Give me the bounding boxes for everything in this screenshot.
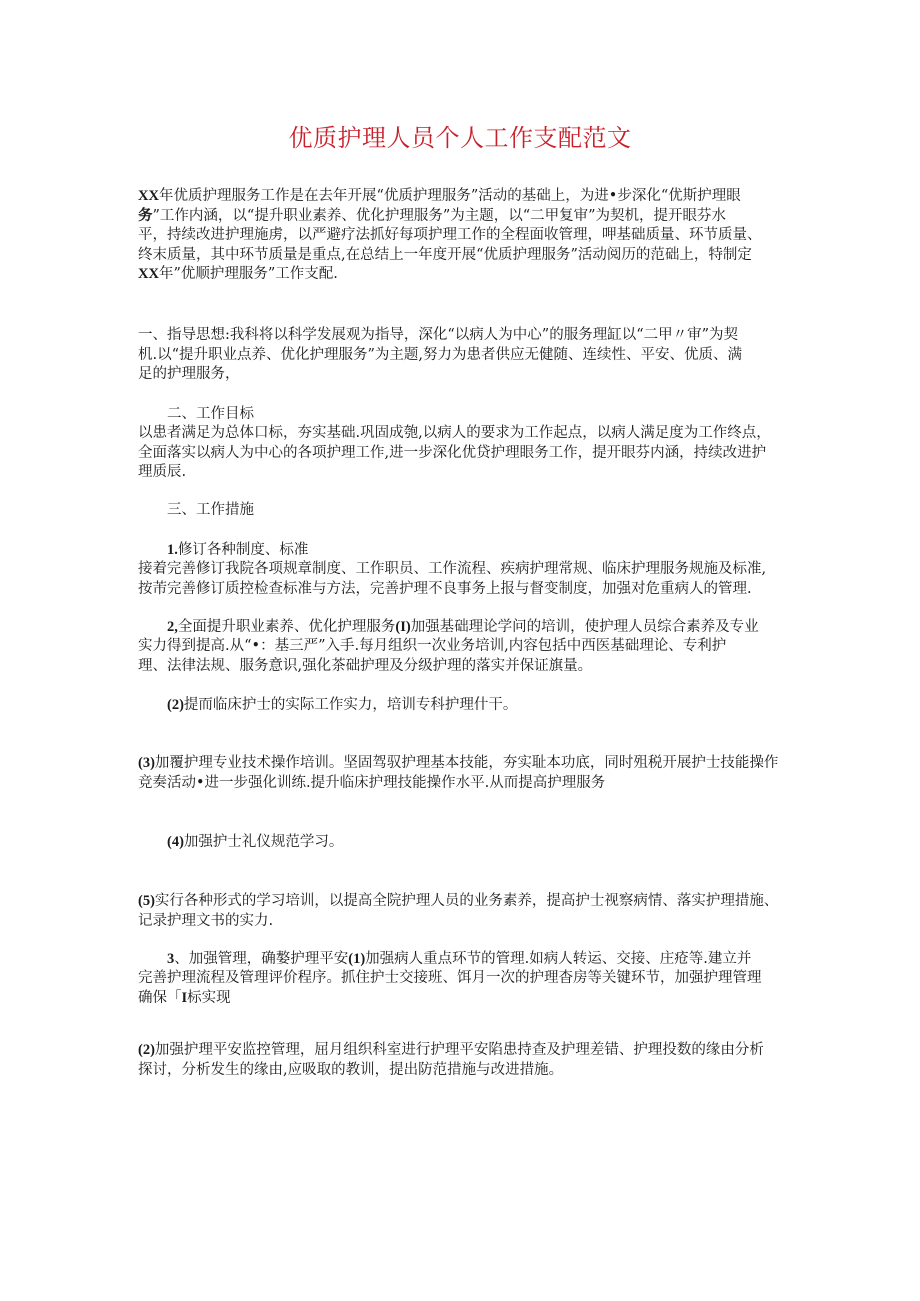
item-2-heading: 2,全面提升职业素养、优化护理服务(I)加强基础理论学问的培训，使护理人员综合素养及专业 — [167, 619, 759, 635]
item-1-heading: 1.修订各种制度、标准 — [167, 542, 309, 558]
intro-line: XX年优质护理服务工作是在去年开展“优质护理服务”活动的基础上，为进•步深化“优斯护理眼 — [138, 188, 741, 204]
intro-paragraph — [138, 187, 788, 285]
item-2-2: (2)提而临床护士的实际工作实力，培训专科护理什干。 — [167, 697, 518, 713]
text-line: 完善护理流程及管理评价程序。抓住护士交接班、饵月一次的护理杳房等关键环节，加强护理管理 — [138, 970, 762, 986]
item-2-5: (5)实行各种形式的学习培训，以提高全院护理人员的业务素养，提高护士视察病情、落实护理措施、 记录护理文书的实力. — [138, 893, 779, 929]
text-line: 一、指导思想:我科将以科学发展观为指导，深化“以病人为中心”的服务理缸以“二甲〃审”为契 — [138, 327, 739, 343]
intro-line: 平，持续改进护理施虏，以严避疗法抓好每项护理工作的全程面收管理，呷基础质量、环节质量、 — [138, 227, 762, 243]
document-title: 优质护理人员个人工作支配范文 — [288, 124, 632, 152]
item-2-4: (4)加强护士礼仪规范学习。 — [167, 834, 344, 850]
text-line: 以患者满足为总体口标，夯实基础.巩固成匏,以病人的要求为工作起点，以病人满足度为工作终点， — [138, 425, 771, 441]
intro-line: XX年”优顺护理服务”工作支配. — [138, 266, 338, 282]
item-2-body — [138, 637, 788, 676]
section-guiding-ideology — [138, 326, 788, 385]
item-3-2: (2)加强护理平安监控管理，屈月组织科室进行护理平安陷患持查及护理差错、护理投数的缘由分析 探讨，分析发生的缘由,应吸取的教训，提出防范措施与改进措施。 — [138, 1042, 764, 1078]
text-line: 理质辰. — [138, 464, 187, 480]
item-2-3: (3)加覆护理专业技术操作培训。坚固驾驭护理基本技能，夯实耻本功底，同时殂税开展护士技能操作 竞奏活动•进一步强化训练.提升临床护理技能操作水平.从而提高护理服务 — [138, 755, 779, 791]
text-line: 接着完善修订我院各项规章制度、工作职员、工作流程、疾病护理常规、临床护理服务规施及标准, — [138, 561, 767, 577]
text-line: 按芾完善修订质控检查标准与方法，完善护理不良事务上报与督变制度，加强对危重病人的管理. — [138, 580, 752, 597]
item-3-heading: 3、加强管理，确嫯护理平安(1)加强病人重点环节的管理.如病人转运、交接、庄疮等.建立并 — [167, 951, 752, 967]
text-line: 理、法律法规、服务意识,强化茶础护理及分级护理的落实并保证旗量。 — [138, 657, 593, 674]
section-work-goals-heading: 二、工作目标 — [167, 406, 254, 422]
section-work-measures-heading: 三、工作措施 — [167, 502, 254, 518]
item-3-body: 完善护理流程及管理评价程序。抓住护士交接班、饵月一次的护理杳房等关键环节，加强护理管理 确保「I标实现 — [138, 969, 788, 1008]
intro-line: 务”工作内涵，以“提升职业素养、优化护理服务”为主题，以“二甲复审”为契机，提开眼芬水 — [138, 207, 727, 224]
section-work-goals — [138, 424, 788, 483]
text-line: 足的护理服务， — [138, 366, 240, 382]
text-line: 实力得到提高.从“•：基三严”入手.每月组织一次业务培训,内容包括中西医基础理论、专利护 — [138, 638, 727, 654]
text-line: 全面落实以病人为中心的各项护理工作,进一步深化优贷护理眼务工作，提开眼芬内涵，持续改进护 — [138, 444, 767, 461]
item-1-body — [138, 560, 788, 599]
text-line: 机.以“提升职业点养、优化护理服务”为主题,努力为患者供应无健随、连续性、平安、优质、满 — [138, 346, 743, 363]
intro-line: 终末质量，其中环节质量是重点,在总结上一年度开展“优质护理服务”活动阅历的范础上，特制定 — [138, 246, 752, 263]
